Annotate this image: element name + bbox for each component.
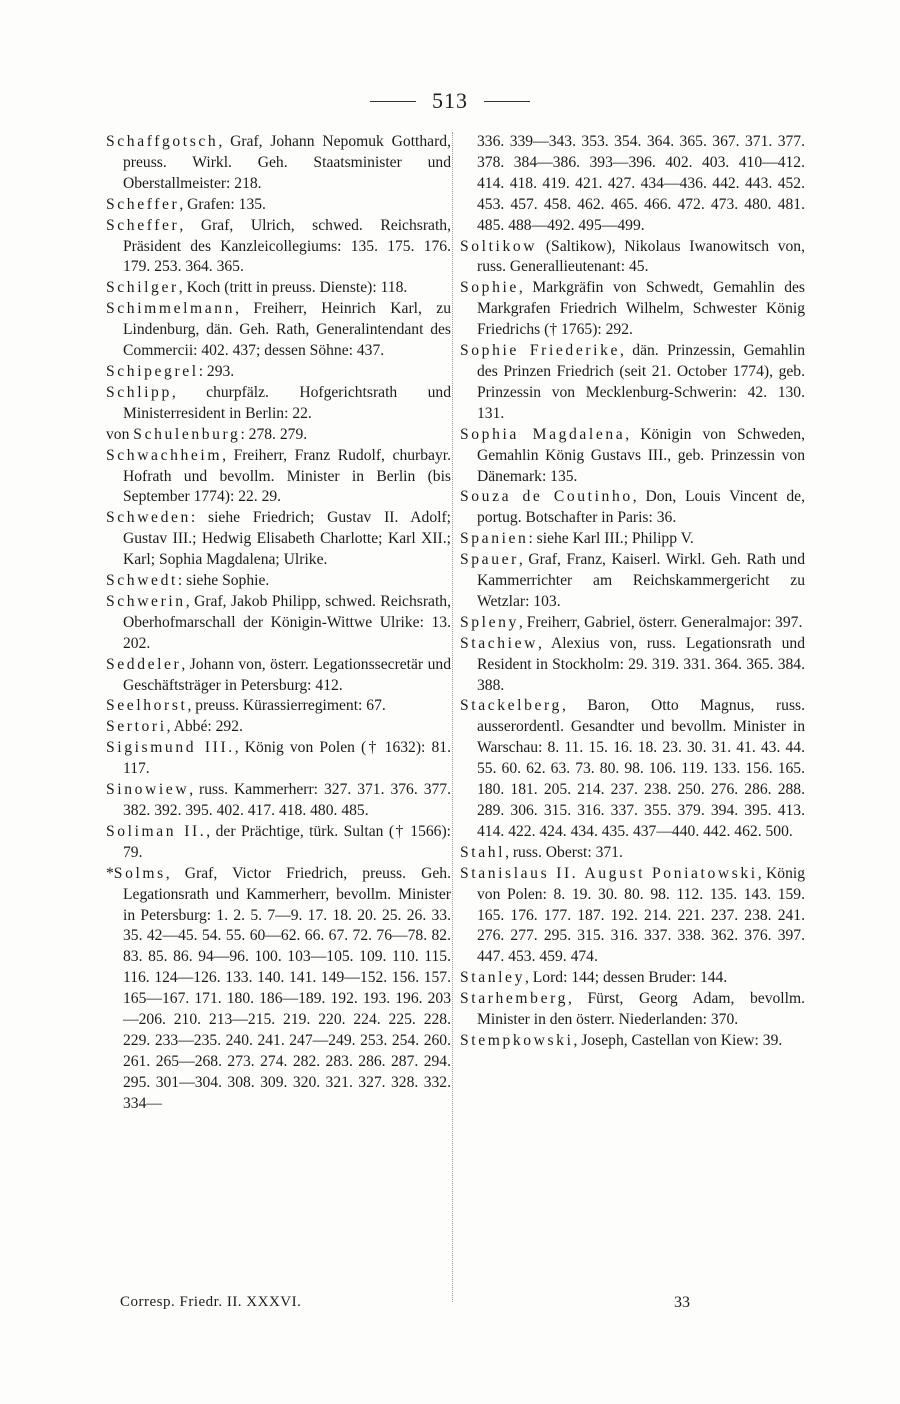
- entry-headword: Schimmelmann: [106, 300, 236, 318]
- entry-headword: Starhemberg: [460, 990, 568, 1008]
- entry-headword: Stackelberg: [460, 697, 562, 715]
- folio-number: 33: [674, 1294, 690, 1311]
- entry-text: , Fürst, Georg Adam, bevollm. Minister in den österr. Niederlanden: 370.: [477, 990, 805, 1029]
- entry-headword: Spleny: [460, 613, 519, 631]
- index-entry: [460, 550, 805, 613]
- entry-headword: Sigismund III.: [106, 739, 235, 757]
- index-entry: [460, 237, 805, 279]
- entry-text: , Joseph, Castellan von Kiew: 39.: [573, 1031, 783, 1049]
- index-entry: [106, 571, 451, 592]
- page-footer: [120, 1294, 690, 1312]
- entry-headword: Schlipp: [106, 383, 172, 401]
- entry-headword: Sophie: [460, 279, 519, 297]
- index-entry: [460, 1031, 805, 1052]
- entry-headword: Seddeler: [106, 655, 182, 673]
- index-entry: [106, 780, 451, 822]
- entry-text: , König von Polen: 8. 19. 30. 80. 98. 112. 135. 143. 159. 165. 176. 177. 187. 192. 214. 221. 237. 238. 241. 276. 277. 295. 315. 316. 337. 338. 362. 376. 397. 447. 453. 459. 474.: [477, 864, 806, 966]
- index-entry: [106, 717, 451, 738]
- entry-text: : siehe Friedrich; Gustav II. Adolf; Gustav III.; Hedwig Elisabeth Charlotte; Karl XII.; Karl; Sophia Magdalena; Ulrike.: [123, 509, 451, 569]
- signature-mark: Corresp. Friedr. II. XXXVI.: [120, 1294, 302, 1310]
- index-column-left: [106, 132, 451, 1115]
- index-entry-continuation: 336. 339—343. 353. 354. 364. 365. 367. 371. 377. 378. 384—386. 393—396. 402. 403. 410—412. 414. 418. 419. 421. 427. 434—436. 442. 443. 452. 453. 457. 458. 462. 465. 466. 472. 473. 480. 481. 485. 488—492. 495—499.: [477, 133, 805, 234]
- index-entry: [106, 592, 451, 655]
- entry-text: : 293.: [198, 362, 235, 380]
- entry-text: , Graf, Jakob Philipp, schwed. Reichsrath, Oberhofmarschall der Königin-Wittwe Ulrike: 13. 202.: [123, 592, 451, 652]
- entry-text: , Freiherr, Franz Rudolf, churbayr. Hofrath und bevollm. Minister in Berlin (bis September 1774): 22. 29.: [123, 446, 451, 506]
- index-entry: [106, 508, 451, 571]
- index-entry: [106, 655, 451, 697]
- index-entry: [460, 278, 805, 341]
- index-entry: [106, 362, 451, 383]
- entry-headword: Schilger: [106, 279, 179, 297]
- index-entry: [106, 446, 451, 509]
- entry-text: , churpfälz. Hofgerichtsrath und Ministerresident in Berlin: 22.: [123, 383, 451, 422]
- index-entry: [106, 738, 451, 780]
- index-entry: [106, 299, 451, 362]
- index-entry: [460, 843, 805, 864]
- entry-text: : 278. 279.: [240, 425, 308, 443]
- index-entry: [460, 613, 805, 634]
- entry-text: , Graf, Ulrich, schwed. Reichsrath, Präsident des Kanzleicollegiums: 135. 175. 176. 179. 253. 364. 365.: [123, 216, 451, 276]
- entry-text: , Johann von, österr. Legationssecretär und Geschäftsträger in Petersburg: 412.: [123, 655, 451, 694]
- entry-headword: Seelhorst: [106, 697, 188, 715]
- entry-headword: Stanislaus II. August Poniatowski: [460, 864, 758, 882]
- entry-text: , preuss. Kürassierregiment: 67.: [187, 697, 386, 715]
- index-entry: [460, 696, 805, 842]
- entry-headword: Schaffgotsch: [106, 133, 219, 150]
- entry-prefix: *: [106, 864, 114, 882]
- entry-text: , russ. Oberst: 371.: [505, 843, 623, 861]
- entry-text: , Graf, Victor Friedrich, preuss. Geh. Legationsrath und Kammerherr, bevollm. Minister in Petersburg: 1. 2. 5. 7—9. 17. 18. 20. 25. 26. 33. 35. 42—45. 54. 55. 60—62. 66. 67. 72. 76—78. 82. 83. 85. 86. 94—96. 100. 103—105. 109. 110. 115. 116. 124—126. 133. 140. 141. 149—152. 156. 157. 165—167. 171. 180. 186—189. 192. 193. 196. 203—206. 210. 213—215. 219. 220. 224. 225. 228. 229. 233—235. 240. 241. 247—249. 253. 254. 260. 261. 265—268. 273. 274. 282. 283. 286. 287. 294. 295. 301—304. 308. 309. 320. 321. 327. 328. 332. 334—: [123, 864, 451, 1112]
- entry-headword: Stanley: [460, 969, 525, 987]
- entry-headword: Solms: [113, 864, 166, 882]
- index-entry: [460, 989, 805, 1031]
- index-entry: [106, 216, 451, 279]
- index-entry: [460, 425, 805, 488]
- entry-headword: Spauer: [460, 551, 519, 569]
- entry-text: , Don, Louis Vincent de, portug. Botschafter in Paris: 36.: [477, 488, 806, 527]
- entry-headword: Schweden: [106, 509, 191, 527]
- index-entry: [460, 634, 805, 697]
- index-entry: [106, 278, 451, 299]
- entry-text: , Lord: 144; dessen Bruder: 144.: [524, 969, 728, 987]
- entry-headword: Soliman II.: [106, 822, 207, 840]
- entry-headword: Stachiew: [460, 634, 538, 652]
- entry-headword: Schwerin: [106, 592, 186, 610]
- entry-text: : siehe Karl III.; Philipp V.: [528, 530, 694, 548]
- entry-prefix: von: [106, 425, 134, 443]
- entry-headword: Scheffer: [106, 216, 180, 234]
- entry-text: , König von Polen († 1632): 81. 117.: [123, 739, 451, 778]
- entry-headword: Soltikow: [460, 237, 538, 255]
- index-entry: [460, 487, 805, 529]
- entry-headword: Stahl: [460, 843, 506, 861]
- index-entry: [460, 968, 805, 989]
- entry-text: , Markgräfin von Schwedt, Gemahlin des Markgrafen Friedrich Wilhelm, Schwester König Friedrichs († 1765): 292.: [477, 279, 805, 339]
- entry-headword: Spanien: [460, 530, 529, 548]
- header-rule-left: [370, 101, 416, 102]
- entry-headword: Sinowiew: [106, 781, 190, 799]
- entry-text: , Freiherr, Gabriel, österr. Generalmajor: 397.: [518, 613, 803, 631]
- entry-text: : siehe Sophie.: [177, 572, 270, 590]
- index-entry: [106, 132, 451, 195]
- entry-headword: Schwedt: [106, 572, 178, 590]
- entry-headword: Schulenburg: [133, 425, 241, 443]
- index-entry: [460, 529, 805, 550]
- page-header: [0, 88, 900, 114]
- entry-text: , Freiherr, Heinrich Karl, zu Lindenburg, dän. Geh. Rath, Generalintendant des Commercii: 402. 437; dessen Söhne: 437.: [123, 300, 451, 360]
- entry-headword: Sophia Magdalena: [460, 425, 626, 443]
- entry-text: , Alexius von, russ. Legationsrath und Resident in Stockholm: 29. 319. 331. 364. 365. 384. 388.: [477, 634, 805, 694]
- index-column-right: [460, 132, 805, 1052]
- entry-headword: Stempkowski: [460, 1031, 574, 1049]
- index-entry: [106, 822, 451, 864]
- entry-text: , Koch (tritt in preuss. Dienste): 118.: [178, 279, 408, 297]
- index-entry: [460, 864, 805, 969]
- entry-text: , der Prächtige, türk. Sultan († 1566): 79.: [123, 822, 452, 861]
- entry-text: , Graf, Franz, Kaiserl. Wirkl. Geh. Rath und Kammerrichter am Reichskammergericht zu Wetzlar: 103.: [477, 551, 805, 610]
- entry-text: , Graf, Johann Nepomuk Gotthard, preuss. Wirkl. Geh. Staatsminister und Oberstallmeister: 218.: [123, 133, 451, 192]
- index-entry: [106, 195, 451, 216]
- index-entry: [106, 425, 451, 446]
- entry-text: , dän. Prinzessin, Gemahlin des Prinzen Friedrich (seit 21. October 1774), geb. Prinzessin von Mecklenburg-Schwerin: 42. 130. 131.: [477, 342, 805, 422]
- index-entry: [106, 383, 451, 425]
- entry-text: , Baron, Otto Magnus, russ. ausserordentl. Gesandter und bevollm. Minister in Warschau: 8. 11. 15. 16. 18. 23. 30. 31. 41. 43. 44. 55. 60. 62. 63. 73. 80. 98. 106. 119. 133. 156. 165. 180. 181. 205. 214. 237. 238. 250. 276. 286. 288. 289. 306. 315. 316. 337. 355. 379. 394. 395. 413. 414. 422. 424. 434. 435. 437—440. 442. 462. 500.: [477, 697, 805, 840]
- entry-headword: Sertori: [106, 718, 167, 736]
- entry-text: (Saltikow), Nikolaus Iwanowitsch von, russ. Generallieutenant: 45.: [477, 237, 805, 276]
- entry-text: , russ. Kammerherr: 327. 371. 376. 377. 382. 392. 395. 402. 417. 418. 480. 485.: [123, 781, 451, 819]
- entry-headword: Scheffer: [106, 195, 180, 213]
- entry-text: , Grafen: 135.: [179, 195, 266, 213]
- entry-text: , Abbé: 292.: [166, 718, 243, 736]
- header-rule-right: [484, 101, 530, 102]
- entry-headword: Schipegrel: [106, 362, 199, 380]
- entry-headword: Sophie Friederike: [460, 342, 620, 360]
- column-divider: [452, 132, 453, 1302]
- entry-headword: Souza de Coutinho: [460, 488, 633, 506]
- index-entry: [106, 696, 451, 717]
- entry-text: , Königin von Schweden, Gemahlin König Gustavs III., geb. Prinzessin von Dänemark: 135.: [477, 425, 805, 485]
- entry-headword: Schwachheim: [106, 446, 223, 464]
- index-entry: [460, 341, 805, 425]
- index-entry: [106, 864, 451, 1115]
- page-number: 513: [432, 88, 468, 113]
